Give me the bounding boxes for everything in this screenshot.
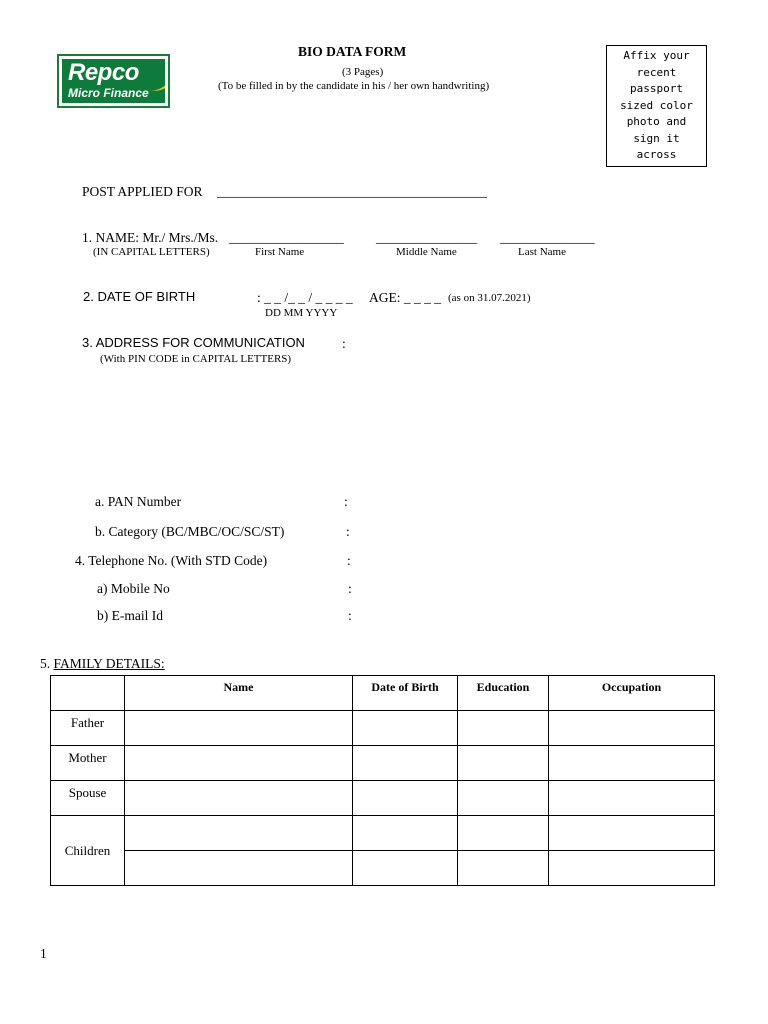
table-cell[interactable] [549,851,715,886]
table-cell[interactable] [353,816,458,851]
email-field[interactable] [360,606,610,626]
family-details-table [50,675,715,886]
photo-box-line: sized color [620,98,693,112]
pan-field[interactable] [356,492,606,512]
photo-box-line: Affix your [623,49,690,62]
photo-box-line: across [636,148,677,161]
table-cell[interactable] [458,711,549,746]
mobile-label: a) Mobile No [97,581,170,596]
row-label-father: Father [51,711,125,746]
address-label: 3. ADDRESS FOR COMMUNICATION [82,335,305,350]
middle-name-field[interactable]: _______________ [376,230,478,245]
form-title: BIO DATA FORM [298,44,407,59]
first-name-field[interactable]: _________________ [229,230,344,245]
photo-box-line: recent [636,65,677,79]
table-cell[interactable] [458,746,549,781]
table-header-dob: Date of Birth [353,676,458,711]
table-header-education: Education [458,676,549,711]
table-cell[interactable] [549,781,715,816]
table-cell[interactable] [353,746,458,781]
table-row [51,781,715,816]
telephone-colon: : [347,553,351,568]
photo-box-line: passport [630,82,683,95]
pages-note: (3 Pages) [342,66,384,78]
row-label-mother: Mother [51,746,125,781]
family-heading [40,656,165,672]
logo-brand-text: Repco [68,59,139,86]
table-row [51,816,715,851]
address-colon: : [342,336,346,351]
row-label-children: Children [51,816,125,886]
table-cell[interactable] [353,851,458,886]
pan-label: a. PAN Number [95,494,182,509]
email-label: b) E-mail Id [97,608,163,623]
photo-box [606,45,707,167]
category-field[interactable] [358,522,608,542]
table-row [51,711,715,746]
post-applied-label: POST APPLIED FOR [82,184,203,199]
category-colon: : [346,524,350,539]
address-pin-note: (With PIN CODE in CAPITAL LETTERS) [100,353,292,365]
telephone-field[interactable] [359,551,609,571]
capital-letters-note: (IN CAPITAL LETTERS) [93,246,210,258]
last-name-caption: Last Name [518,246,566,258]
pan-colon: : [344,494,348,509]
dob-label: 2. DATE OF BIRTH [83,289,196,304]
photo-box-line: sign it [633,131,680,145]
table-header-row [51,676,715,711]
row-label-spouse: Spouse [51,781,125,816]
dob-format-caption: DD MM YYYY [265,307,338,319]
email-colon: : [348,608,352,623]
mobile-field[interactable] [360,579,610,599]
table-header-occupation: Occupation [549,676,715,711]
table-cell[interactable] [458,781,549,816]
dob-field[interactable]: : _ _ /_ _ / _ _ _ _ [257,290,353,305]
table-row [51,746,715,781]
table-cell[interactable] [353,781,458,816]
company-logo [57,54,170,108]
address-field[interactable] [82,372,602,482]
table-cell[interactable] [125,851,353,886]
family-heading-text: FAMILY DETAILS: [53,656,165,671]
photo-box-line: photo and [626,115,687,128]
family-heading-number: 5. [40,656,54,671]
table-cell[interactable] [125,816,353,851]
first-name-caption: First Name [255,246,305,258]
table-cell[interactable] [458,816,549,851]
page-number: 1 [40,946,47,961]
table-cell[interactable] [549,746,715,781]
table-cell[interactable] [458,851,549,886]
handwriting-instruction: (To be filled in by the candidate in his / her own handwriting) [218,80,490,92]
last-name-field[interactable]: ______________ [500,230,595,245]
table-cell[interactable] [549,816,715,851]
table-cell[interactable] [125,711,353,746]
age-as-on-note: (as on 31.07.2021) [448,292,531,304]
category-label: b. Category (BC/MBC/OC/SC/ST) [95,524,285,539]
age-field[interactable]: AGE: _ _ _ _ [369,290,441,305]
table-cell[interactable] [125,781,353,816]
table-cell[interactable] [549,711,715,746]
middle-name-caption: Middle Name [396,246,457,258]
post-applied-field[interactable]: ________________________________________ [217,184,487,199]
logo-sub-text: Micro Finance [68,86,149,100]
table-header-name: Name [125,676,353,711]
name-label: 1. NAME: Mr./ Mrs./Ms. [82,230,219,245]
telephone-label: 4. Telephone No. (With STD Code) [75,553,268,568]
table-header-blank [51,676,125,711]
mobile-colon: : [348,581,352,596]
table-cell[interactable] [125,746,353,781]
table-row [51,851,715,886]
table-cell[interactable] [353,711,458,746]
